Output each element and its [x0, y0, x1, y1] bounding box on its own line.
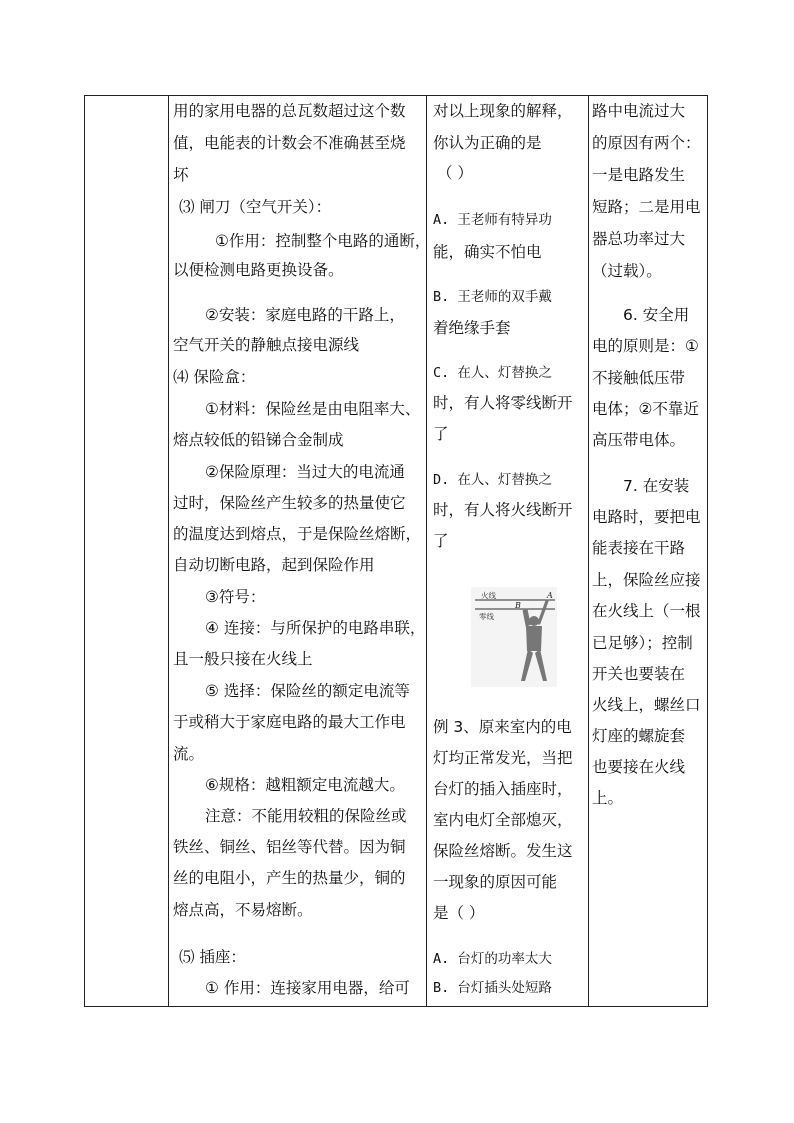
- section-heading: ⑶ 闸刀（空气开关）：: [179, 198, 332, 216]
- text-line: 时，有人将零线断开: [433, 394, 573, 412]
- live-wire-label: 火线: [481, 591, 496, 600]
- text-line: 一是电路发生: [592, 166, 686, 184]
- text-line: 器总功率过大: [592, 230, 686, 248]
- text-line: 高压带电体。: [592, 431, 686, 449]
- text-line: 在火线上（一根: [592, 602, 701, 620]
- text-line: 过时，保险丝产生较多的热量使它: [173, 494, 406, 512]
- text-line: ①材料：保险丝是由电阻率大、: [205, 400, 421, 418]
- text-line: 了: [433, 425, 449, 443]
- option-c: C. 在人、灯替换之: [433, 365, 552, 381]
- table: [84, 95, 708, 1007]
- text-line: 路中电流过大: [592, 102, 686, 120]
- text-line: ⑤ 选择：保险丝的额定电流等: [205, 682, 410, 700]
- option-a: A. 王老师有特异功: [433, 212, 552, 228]
- neutral-wire-label: 零线: [479, 612, 494, 621]
- text-line: 灯座的螺旋套: [592, 727, 686, 745]
- text-line: 时，有人将火线断开: [433, 501, 573, 519]
- text-line: 台灯的插入插座时，: [433, 780, 573, 798]
- text-line: 铁丝、铜丝、铝丝等代替。因为铜: [173, 838, 406, 856]
- example-heading: 例 3、原来室内的电: [433, 718, 572, 736]
- text-line: ①作用：控制整个电路的通断，: [215, 232, 431, 250]
- text-line: 且一般只接在火线上: [173, 650, 313, 668]
- text-line: 能表接在干路: [592, 539, 686, 557]
- text-line: 值，电能表的计数会不准确甚至烧: [173, 134, 406, 152]
- wire-person-figure: [471, 587, 557, 687]
- text-line: 的温度达到熔点，于是保险丝熔断，: [173, 525, 422, 543]
- option-b: B. 台灯插头处短路: [433, 980, 552, 996]
- text-line: ⑥规格：越粗额定电流越大。: [205, 776, 405, 794]
- text-line: 以便检测电路更换设备。: [173, 261, 344, 279]
- text-line: 上。: [592, 789, 624, 807]
- text-line: 注意：不能用较粗的保险丝或: [205, 807, 407, 825]
- text-line: 能，确实不怕电: [433, 243, 542, 261]
- point-a-label: A: [547, 591, 553, 600]
- text-line: 保险丝熔断。发生这: [433, 842, 573, 860]
- point-b-label: B: [515, 601, 521, 610]
- text-line: 坏: [173, 166, 189, 184]
- text-line: 电路时，要把电: [592, 508, 701, 526]
- text-line: 开关也要装在: [592, 665, 686, 683]
- text-line: 不接触低压带: [592, 369, 686, 387]
- option-b: B. 王老师的双手戴: [433, 289, 552, 305]
- text-line: 流。: [173, 745, 205, 763]
- section-heading: ⑷ 保险盒：: [173, 368, 256, 386]
- text-line: 自动切断电路，起到保险作用: [173, 556, 375, 574]
- text-line: 一现象的原因可能: [433, 873, 558, 891]
- text-line: 灯均正常发光，当把: [433, 749, 573, 767]
- text-line: 火线上，螺丝口: [592, 696, 701, 714]
- text-line: 室内电灯全部熄灭，: [433, 811, 573, 829]
- text-line: 熔点高，不易熔断。: [173, 901, 313, 919]
- answer-blank: （ ）: [437, 164, 473, 182]
- table-cell-summary: [589, 96, 709, 1006]
- text-line: 熔点较低的铅锑合金制成: [173, 431, 344, 449]
- text-line: 已足够）；控制: [592, 634, 693, 652]
- table-cell-empty: [85, 96, 168, 1006]
- text-line: ④ 连接：与所保护的电路串联，: [205, 619, 426, 637]
- text-line: 上，保险丝应接: [592, 571, 701, 589]
- text-line: 空气开关的静触点接电源线: [173, 336, 360, 354]
- option-d: D. 在人、灯替换之: [433, 472, 552, 488]
- text-line: 着绝缘手套: [433, 319, 511, 337]
- text-line: 你认为正确的是: [433, 134, 542, 152]
- text-line: ②安装：家庭电路的干路上，: [205, 306, 405, 324]
- text-line: 的原因有两个：: [592, 134, 701, 152]
- text-line: 也要接在火线: [592, 758, 686, 776]
- text-line: 电的原则是：①: [592, 337, 699, 355]
- text-line: ① 作用：连接家用电器，给可: [205, 979, 410, 997]
- text-line: 了: [433, 532, 449, 550]
- option-a: A. 台灯的功率太大: [433, 951, 552, 967]
- text-line: 于或稍大于家庭电路的最大工作电: [173, 713, 406, 731]
- text-line: 6. 安全用: [623, 306, 690, 324]
- text-line: 短路；二是用电: [592, 198, 701, 216]
- text-line: ②保险原理：当过大的电流通: [205, 463, 405, 481]
- table-cell-examples: [427, 96, 587, 1006]
- text-line: 对以上现象的解释，: [433, 102, 573, 120]
- text-line: （过载）。: [592, 262, 662, 280]
- section-heading: ⑸ 插座：: [179, 948, 246, 966]
- text-line: 用的家用电器的总瓦数超过这个数: [173, 102, 406, 120]
- text-line: 丝的电阻小，产生的热量少，铜的: [173, 869, 406, 887]
- text-line: 电体；②不靠近: [592, 400, 699, 418]
- text-line: ③符号：: [205, 588, 266, 606]
- text-line: 7. 在安装: [623, 477, 690, 495]
- text-line: 是（ ）: [433, 904, 485, 922]
